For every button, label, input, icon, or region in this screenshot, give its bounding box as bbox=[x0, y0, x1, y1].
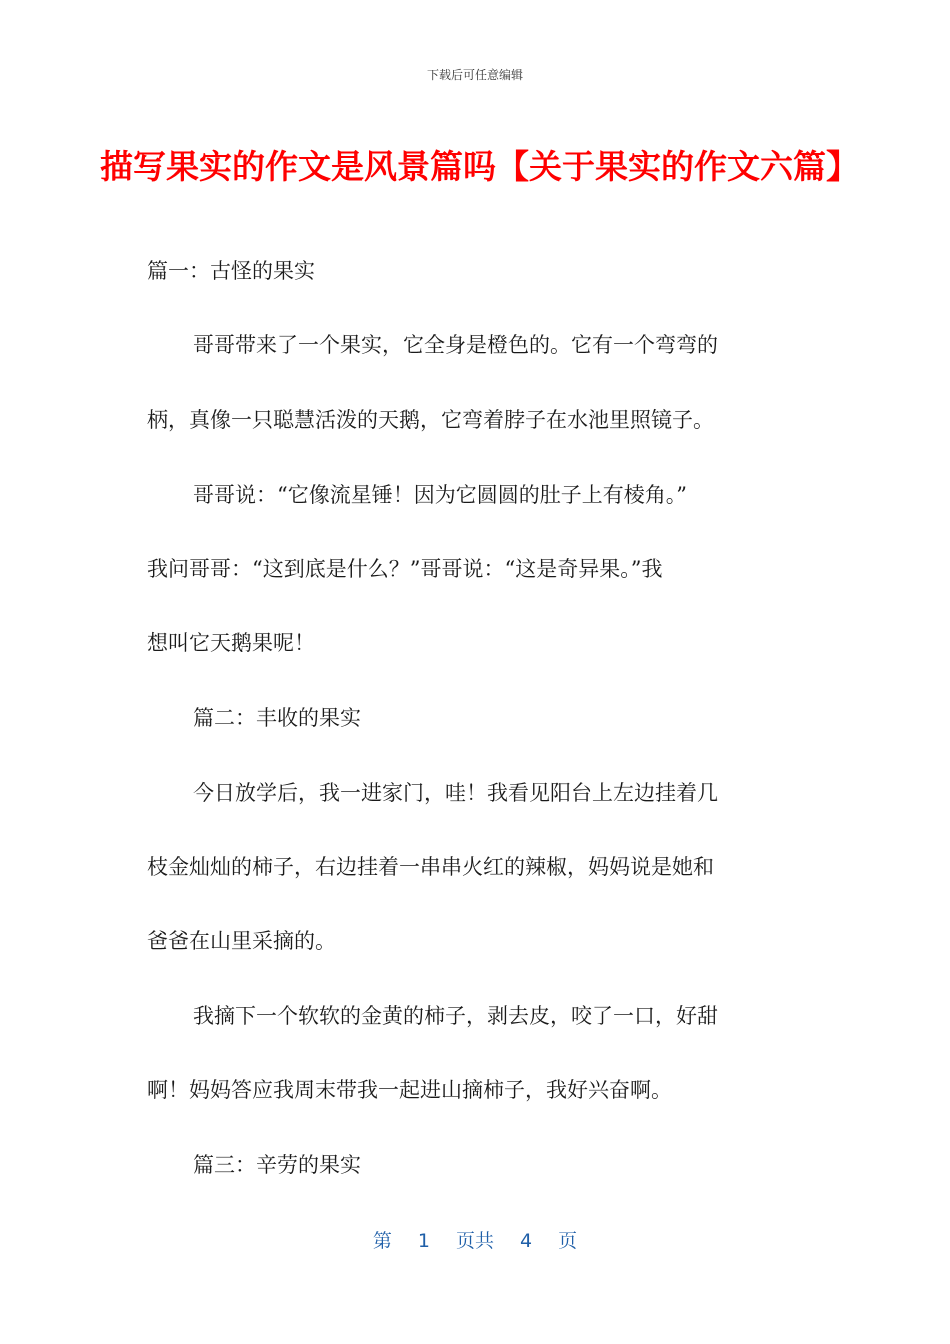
header-note: 下载后可任意编辑 bbox=[426, 68, 523, 82]
page-footer bbox=[0, 1226, 950, 1253]
paragraph-line: 我摘下一个软软的金黄的柿子，剥去皮，咬了一口，好甜 bbox=[193, 1004, 718, 1028]
footer-suffix: 页 bbox=[558, 1230, 578, 1252]
paragraph-line: 柄，真像一只聪慧活泼的天鹅，它弯着脖子在水池里照镜子。 bbox=[147, 408, 714, 432]
footer-page-number: 1 bbox=[417, 1230, 430, 1252]
paragraph-line: 我问哥哥：“这到底是什么？”哥哥说：“这是奇异果。”我 bbox=[147, 557, 663, 581]
footer-middle: 页共 bbox=[455, 1230, 494, 1252]
document-title: 描写果实的作文是风景篇吗【关于果实的作文六篇】 bbox=[100, 147, 859, 186]
paragraph-line: 今日放学后，我一进家门，哇！我看见阳台上左边挂着几 bbox=[193, 781, 718, 805]
paragraph-line: 哥哥带来了一个果实，它全身是橙色的。它有一个弯弯的 bbox=[193, 333, 718, 357]
paragraph-line: 爸爸在山里采摘的。 bbox=[147, 929, 336, 953]
paragraph-line: 啊！妈妈答应我周末带我一起进山摘柿子，我好兴奋啊。 bbox=[147, 1078, 672, 1102]
footer-prefix: 第 bbox=[372, 1230, 392, 1252]
footer-total-pages: 4 bbox=[520, 1230, 533, 1252]
section-heading-2: 篇二：丰收的果实 bbox=[193, 706, 361, 730]
section-heading-1: 篇一：古怪的果实 bbox=[147, 259, 315, 283]
paragraph-line: 想叫它天鹅果呢！ bbox=[147, 631, 315, 655]
paragraph-line: 哥哥说：“它像流星锤！因为它圆圆的肚子上有棱角。” bbox=[193, 483, 687, 507]
section-heading-3: 篇三：辛劳的果实 bbox=[193, 1153, 361, 1177]
paragraph-line: 枝金灿灿的柿子，右边挂着一串串火红的辣椒，妈妈说是她和 bbox=[147, 855, 714, 879]
